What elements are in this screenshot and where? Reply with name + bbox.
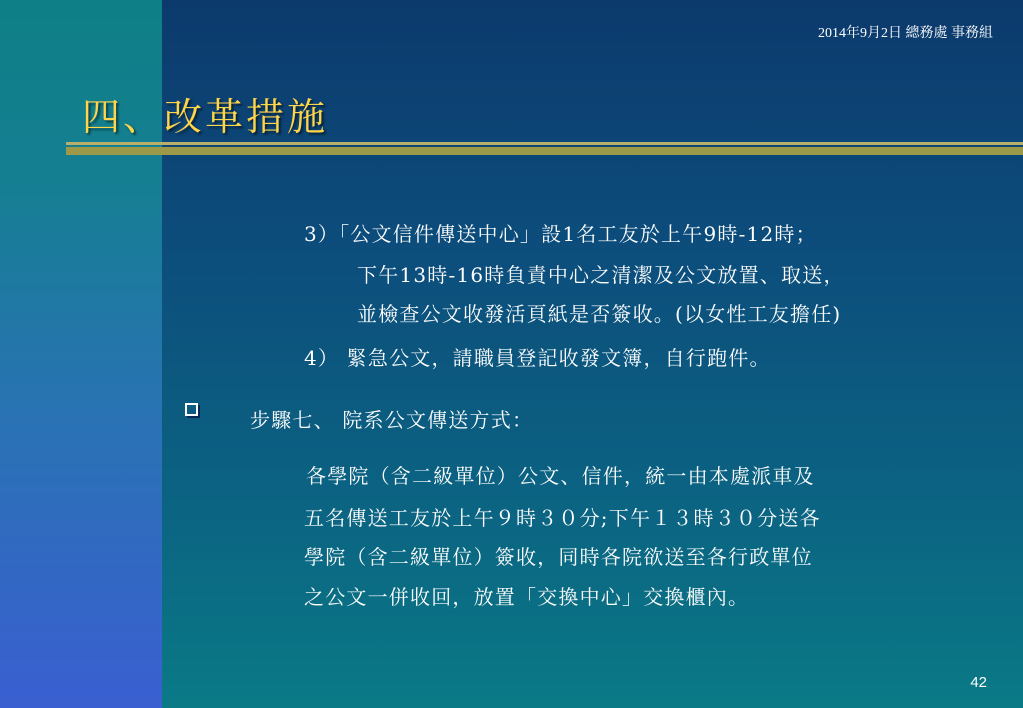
item-3-line-2: 下午13時-16時負責中心之清潔及公文放置、取送， xyxy=(357,263,845,287)
date-label: 2014年9月2日 總務處 事務組 xyxy=(818,26,993,41)
title-divider-thin xyxy=(66,142,1023,145)
step-7-paragraph-line-1: 各學院（含二級單位）公文、信件，統一由本處派車及 xyxy=(306,464,815,488)
page-number: 42 xyxy=(970,674,987,691)
square-bullet-icon xyxy=(185,403,198,416)
item-4: 4） 緊急公文，請職員登記收發文簿，自行跑件。 xyxy=(304,346,771,370)
step-7-paragraph-line-2: 五名傳送工友於上午９時３０分;下午１３時３０分送各 xyxy=(304,506,821,530)
title-divider-thick xyxy=(66,147,1023,155)
slide-title: 四、改革措施 xyxy=(82,95,329,139)
step-7-heading: 步驟七、 院系公文傳送方式： xyxy=(250,408,534,432)
step-7-paragraph-line-4: 之公文一併收回，放置「交換中心」交換櫃內。 xyxy=(304,585,750,609)
step-7-paragraph-line-3: 學院（含二級單位）簽收，同時各院欲送至各行政單位 xyxy=(304,545,813,569)
item-3-line-1: 3）「公文信件傳送中心」設1名工友於上午9時-12時； xyxy=(304,222,817,246)
item-3-line-3: 並檢查公文收發活頁紙是否簽收。(以女性工友擔任) xyxy=(357,302,842,326)
